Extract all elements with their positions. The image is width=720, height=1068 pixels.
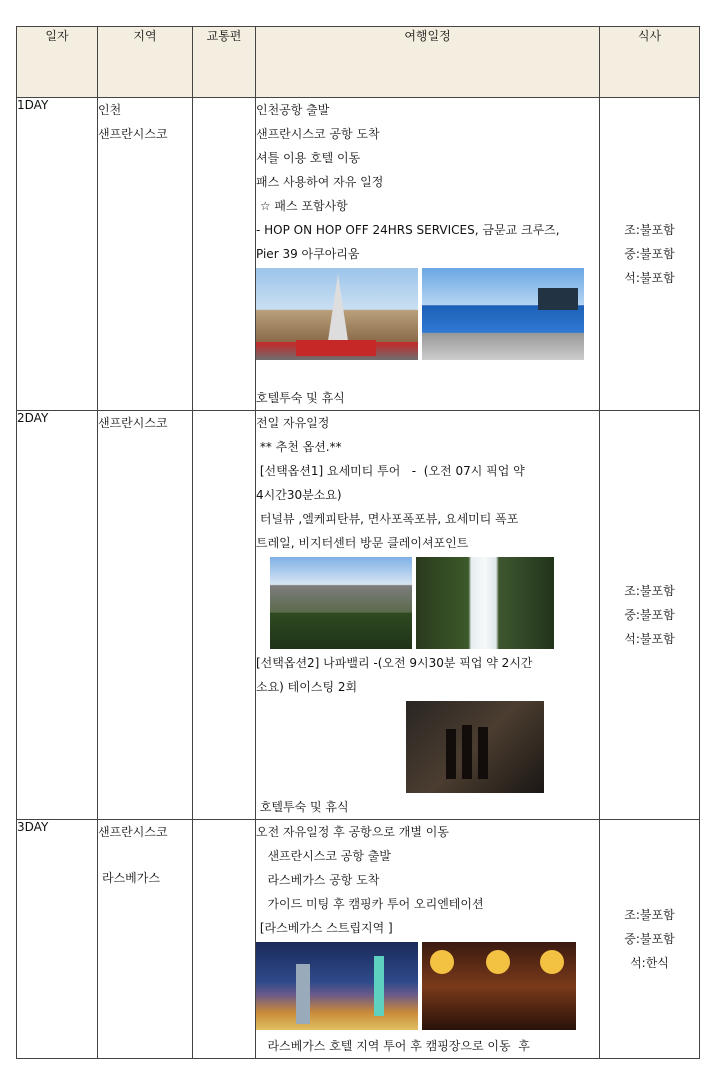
header-itinerary: 여행일정 [256,27,600,98]
plan-line: 가이드 미팅 후 캠핑카 투어 오리엔테이션 [256,897,484,911]
day-cell: 2DAY [17,411,98,820]
plan-line: [라스베가스 스트립지역 ] [256,921,393,935]
region-text: 라스베가스 [102,871,160,885]
plan-line: [선택옵션1] 요세미티 투어 - (오전 07시 픽업 약 [256,464,525,478]
meal-text: 조:불포함 [624,223,675,237]
day-cell: 3DAY [17,820,98,1059]
plan-line: Pier 39 아쿠아리움 [256,247,360,261]
yosemite-valley-photo [270,557,412,649]
plan-line: 라스베가스 호텔 지역 투어 후 캠핑장으로 이동 후 [256,1039,530,1053]
region-text: 샌프란시스코 [98,127,168,141]
meal-text: 조:불포함 [624,584,675,598]
plan-line: - HOP ON HOP OFF 24HRS SERVICES, 금문교 크루즈, [256,223,560,237]
plan-line: 샌프란시스코 공항 도착 [256,127,380,141]
region-text: 샌프란시스코 [98,416,168,430]
header-transport: 교통편 [193,27,256,98]
plan-line: 오전 자유일정 후 공항으로 개별 이동 [256,825,449,839]
meal-cell [600,98,700,411]
city-tour-photo [256,268,418,360]
plan-line: 4시간30분소요) [256,488,342,502]
plan-cell [256,98,600,411]
header-row [17,27,700,98]
region-text: 인천 [98,103,122,117]
plan-line: ☆ 패스 포함사항 [256,199,348,213]
plan-line: 소요) 테이스팅 2회 [256,680,358,694]
plan-line: 패스 사용하여 자유 일정 [256,175,384,189]
transport-cell [193,820,256,1059]
meal-text: 중:불포함 [624,247,675,261]
region-cell [98,98,193,411]
napa-vineyard-photo [256,701,402,793]
header-day: 일자 [17,27,98,98]
itinerary-table [16,26,700,1059]
meal-cell [600,411,700,820]
meal-text: 석:불포함 [624,632,675,646]
header-meal: 식사 [600,27,700,98]
plan-line: 호텔투숙 및 휴식 [256,391,345,405]
transport-cell [193,411,256,820]
yosemite-falls-photo [416,557,554,649]
plan-line: 라스베가스 공항 도착 [256,873,380,887]
region-text: 샌프란시스코 [98,825,168,839]
meal-cell [600,820,700,1059]
plan-line: 터널뷰 ,엘케피탄뷰, 면사포폭포뷰, 요세미티 폭포 [256,512,519,526]
table-row [17,411,700,820]
las-vegas-strip-photo [256,942,418,1030]
table-row [17,820,700,1059]
table-row [17,98,700,411]
meal-text: 중:불포함 [624,608,675,622]
plan-cell [256,820,600,1059]
plan-line: 샌프란시스코 공항 출발 [256,849,391,863]
meal-text: 석:불포함 [624,271,675,285]
slot-machines-photo [422,942,576,1030]
meal-text: 석:한식 [630,956,669,970]
plan-line: 전일 자유일정 [256,416,330,430]
plan-line: 인천공항 출발 [256,103,330,117]
region-cell [98,820,193,1059]
region-cell [98,411,193,820]
plan-line: 호텔투숙 및 휴식 [256,800,349,814]
plan-line: 셔틀 이용 호텔 이동 [256,151,361,165]
aquarium-photo [422,268,584,360]
plan-line: [선택옵션2] 나파밸리 -(오전 9시30분 픽업 약 2시간 [256,656,533,670]
plan-line: ** 추천 옵션.** [256,440,342,454]
header-region: 지역 [98,27,193,98]
meal-text: 중:불포함 [624,932,675,946]
wine-tasting-photo [406,701,544,793]
plan-line: 트레일, 비지터센터 방문 클레이셔포인트 [256,536,469,550]
transport-cell [193,98,256,411]
day-cell: 1DAY [17,98,98,411]
plan-cell [256,411,600,820]
meal-text: 조:불포함 [624,908,675,922]
